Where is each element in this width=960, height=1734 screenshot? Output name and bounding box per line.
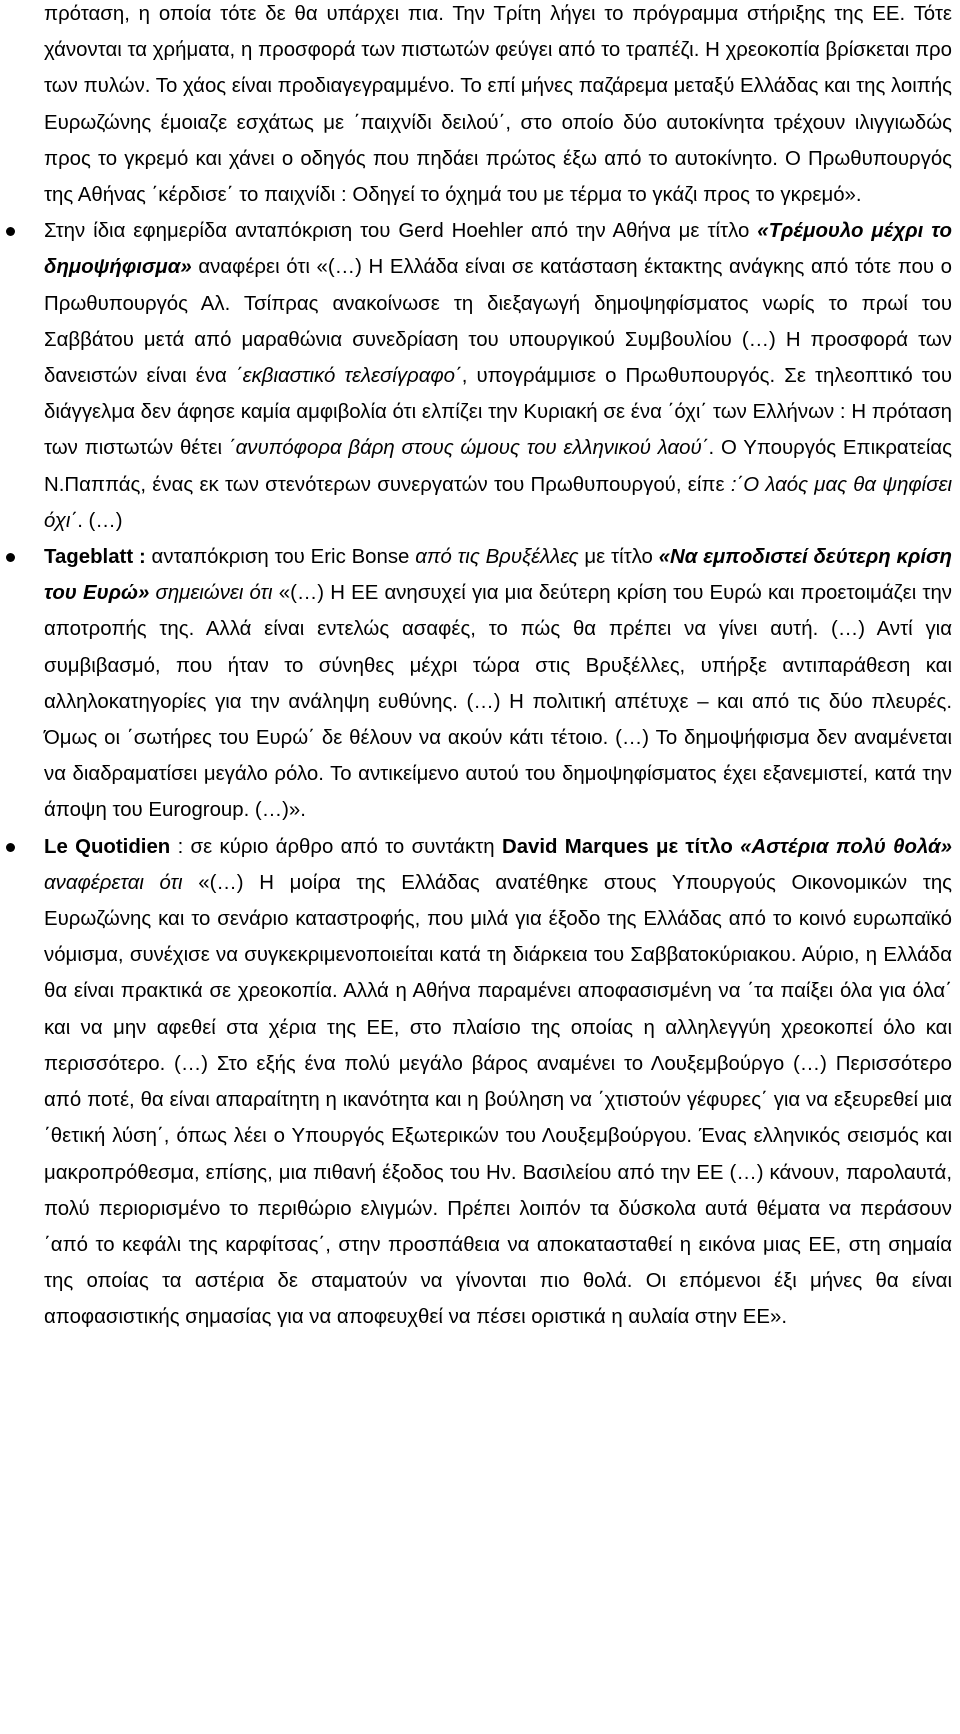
bullet2-text-b: με τίτλο — [578, 546, 659, 569]
bullet2-article-title: «Να εμποδιστεί δεύτερη κρίση του Ευρώ» — [44, 546, 953, 605]
bullet3-text-b: «(…) Η μοίρα της Ελλάδας ανατέθηκε στους Υπουργούς Οικονομικών της Ευρωζώνης και το σενάριο καταστροφής, που μιλά για έξοδο της Ελλάδας από το κοινό ευρωπαϊκό νόμισμα, συνέχισε να συγκεκριμενοποιείται κατά τη διάρκεια του Σαββατοκύριακου. Αύριο, η Ελλάδα θα είναι πρακτικά σε χρεοκοπία. Αλλά η Αθήνα παραμένει αποφασισμένη να ΄τα παίξει όλα για όλα΄ και να μην αφεθεί στα χέρια της ΕΕ, στο πλαίσιο της οποίας η αλληλεγγύη χρεοκοπεί όλο και περισσότερο. (…) Στο εξής ένα πολύ μεγάλο βάρος αναμένει το Λουξεμβούργο (…) Περισσότερο από ποτέ, θα είναι απαραίτητη η ικανότητα και η βούληση να ΄χτιστούν γέφυρες΄ για να εξευρεθεί μια ΄θετική λύση΄, όπως λέει ο Υπουργός Εξωτερικών του Λουξεμβούργου. Ένας ελληνικός σεισμός και μακροπρόθεσμα, επίσης, μια πιθανή έξοδος του Ην. Βασιλείου από την ΕΕ (…) κάνουν, παρολαυτά, πολύ περιορισμένο το περιθώριο ελιγμών. Πρέπει λοιπόν τα δύσκολα αυτά θέματα να περάσουν ΄από το κεφάλι της καρφίτσας΄, στην προσπάθεια να αποκατασταθεί η εικόνα μιας ΕΕ, στη σημαία της οποίας τα αστέρια δε σταματούν να γίνονται πιο θολά. Οι επόμενοι έξι μήνες θα είναι αποφασιστικής σημασίας για να αποφευχθεί να πέσει οριστικά η αυλαία στην ΕΕ». — [44, 871, 952, 1329]
bullet3-source: Le Quotidien — [44, 835, 171, 858]
bullet-icon — [6, 553, 15, 562]
bullet2-location: από τις Βρυξέλλες — [415, 546, 579, 569]
bullet1-text-a: Στην ίδια εφημερίδα ανταπόκριση του Gerd Hoehler από την Αθήνα με τίτλο — [44, 220, 758, 243]
list-item-tageblatt — [0, 539, 952, 829]
bullet2-notes: σημειώνει ότι — [149, 582, 273, 605]
bullet-icon — [6, 227, 15, 236]
bullet1-quote-3: :΄Ο λαός μας θα ψηφίσει όχι΄ — [44, 473, 953, 532]
bullet1-quote-2: ΄ανυπόφορα βάρη στους ώμους του ελληνικού λαού΄ — [228, 437, 709, 460]
bullet2-text-c: «(…) Η ΕΕ ανησυχεί για μια δεύτερη κρίση του Ευρώ και προετοιμάζει την αποτροπής της. Αλλά είναι εντελώς ασαφές, το πώς θα πρέπει να γίνει αυτή. (…) Αντί για συμβιβασμό, που ήταν το σύνηθες μέχρι τώρα στις Βρυξέλλες, υπήρξε αντιπαράθεση και αλληλοκατηγορίες για την ανάληψη ευθύνης. (…) Η πολιτική απέτυχε – και από τις δύο πλευρές. Όμως οι ΄σωτήρες του Ευρώ΄ δε θέλουν να ακούν κάτι τέτοιο. (…) Το δημοψήφισμα δεν αναμένεται να διαδραματίσει μεγάλο ρόλο. Το αντικείμενο αυτού του δημοψηφίσματος έχει εξανεμιστεί, κατά την άποψη του Eurogroup. (…)». — [44, 582, 953, 822]
bullet2-text-a: ανταπόκριση του Eric Bonse — [145, 546, 416, 569]
bullet1-text-c: , υπογράμμισε ο Πρωθυπουργός. Σε τηλεοπτικό του διάγγελμα δεν άφησε καμία αμφιβολία ότι ελπίζει την Κυριακή σε ένα ΄όχι΄ των Ελλήνων : Η πρόταση των πιστωτών θέτει — [44, 365, 953, 460]
press-review-list — [0, 213, 952, 1335]
bullet1-article-title: «Τρέμουλο μέχρι το δημοψήφισμα» — [44, 220, 952, 279]
bullet1-text-e: . (…) — [77, 509, 123, 532]
bullet3-article-title: «Αστέρια πολύ θολά» — [740, 835, 952, 858]
bullet1-quote-1: ΄εκβιαστικό τελεσίγραφο΄ — [235, 365, 462, 388]
bullet2-source: Tageblatt : — [44, 546, 146, 569]
bullet3-notes: αναφέρεται ότι — [44, 871, 183, 894]
list-item-gerd-hoehler — [0, 213, 952, 539]
bullet3-text-a: : σε κύριο άρθρο από το συντάκτη — [170, 835, 502, 858]
intro-text: πρόταση, η οποία τότε δε θα υπάρχει πια. Την Τρίτη λήγει το πρόγραμμα στήριξης της ΕΕ. Τότε χάνονται τα χρήματα, η προσφορά των πιστωτών φεύγει από το τραπέζι. Η χρεοκοπία βρίσκεται προ των πυλών. Το χάος είναι προδιαγεγραμμένο. Το επί μήνες παζάρεμα μεταξύ Ελλάδας και της λοιπής Ευρωζώνης έμοιαζε εσχάτως με ΄παιχνίδι δειλού΄, στο οποίο δύο αυτοκίνητα τρέχουν ιλιγγιωδώς προς το γκρεμό και χάνει ο οδηγός που πηδάει πρώτος έξω από το αυτοκίνητο. Ο Πρωθυπουργός της Αθήνας ΄κέρδισε΄ το παιχνίδι : Οδηγεί το όχημά του με τέρμα το γκάζι προς το γκρεμό». — [44, 3, 952, 207]
intro-paragraph — [0, 0, 952, 213]
bullet-icon — [6, 843, 15, 852]
bullet1-text-b: αναφέρει ότι «(…) Η Ελλάδα είναι σε κατάσταση έκτακτης ανάγκης από τότε που ο Πρωθυπουργός Αλ. Τσίπρας ανακοίνωσε τη διεξαγωγή δημοψηφίσματος νωρίς το πρωί του Σαββάτου μετά από μαραθώνια συνεδρίαση του υπουργικού Συμβουλίου (…) Η προσφορά των δανειστών είναι ένα — [44, 256, 952, 388]
bullet3-author: David Marques με τίτλο — [501, 835, 733, 858]
list-item-le-quotidien — [0, 829, 952, 1336]
bullet1-text-d: . Ο Υπουργός Επικρατείας Ν.Παππάς, ένας εκ των στενότερων συνεργατών του Πρωθυπουργού, είπε — [44, 437, 952, 496]
